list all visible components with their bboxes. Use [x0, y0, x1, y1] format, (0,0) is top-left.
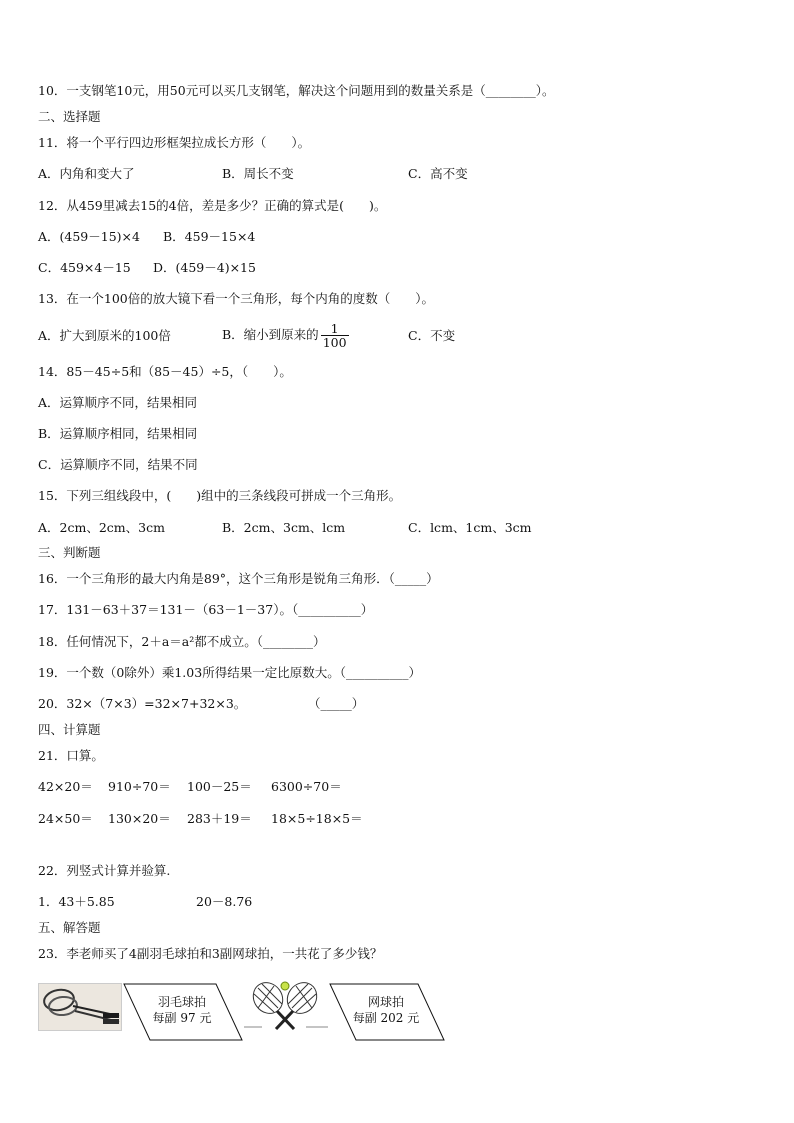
q12-option-d: D．(459－4)×15	[153, 260, 256, 275]
oral-calc-item: 910÷70＝	[108, 779, 171, 794]
fraction-denominator: 100	[322, 335, 347, 350]
q14-option-b: B．运算顺序相同，结果相同	[38, 426, 198, 441]
fraction-one-hundredth	[321, 322, 349, 349]
tennis-racket-image	[244, 980, 328, 1030]
q12-option-a: A．(459－15)×4	[38, 229, 140, 244]
section-heading-judge: 三、判断题	[38, 545, 101, 560]
question-20-blank: （_____）	[308, 696, 365, 711]
badminton-name: 羽毛球拍	[157, 995, 206, 1009]
section-heading-choice: 二、选择题	[38, 109, 101, 124]
q15-option-b: B．2cm、3cm、lcm	[222, 520, 346, 535]
question-14-stem: 14．85－45÷5和（85－45）÷5，（ ）。	[38, 364, 292, 379]
q11-option-a: A．内角和变大了	[38, 166, 135, 181]
oral-calc-item: 24×50＝	[38, 811, 93, 826]
q15-option-c: C．lcm、1cm、3cm	[408, 520, 532, 535]
badminton-price-tag	[120, 982, 244, 1042]
question-18: 18．任何情况下，2＋a＝a²都不成立。（________）	[38, 634, 326, 649]
oral-calc-item: 100－25＝	[187, 779, 252, 794]
q15-option-a: A．2cm、2cm、3cm	[38, 520, 165, 535]
badminton-price: 每副 97 元	[152, 1011, 212, 1025]
question-21-stem: 21．口算。	[38, 748, 104, 763]
tennis-price-tag	[326, 982, 446, 1042]
q11-option-b: B．周长不变	[222, 166, 294, 181]
question-16: 16．一个三角形的最大内角是89°，这个三角形是锐角三角形．（_____）	[38, 571, 439, 586]
question-23-stem: 23．李老师买了4副羽毛球拍和3副网球拍，一共花了多少钱？	[38, 946, 383, 961]
q22-problem-2: 20－8.76	[196, 894, 253, 909]
question-12-stem: 12．从459里减去15的4倍，差是多少？正确的算式是( )。	[38, 198, 387, 213]
q22-problem-1: 1．43＋5.85	[38, 894, 115, 909]
oral-calc-item: 6300÷70＝	[271, 779, 342, 794]
question-20: 20．32×（7×3）=32×7+32×3。	[38, 696, 247, 711]
oral-calc-item: 283＋19＝	[187, 811, 252, 826]
q12-option-c: C．459×4－15	[38, 260, 131, 275]
q12-option-b: B．459－15×4	[163, 229, 256, 244]
question-15-stem: 15．下列三组线段中，( )组中的三条线段可拼成一个三角形。	[38, 488, 402, 503]
question-17: 17．131－63＋37＝131－（63－1－37）。（__________）	[38, 602, 374, 617]
question-19: 19．一个数（0除外）乘1.03所得结果一定比原数大。（__________）	[38, 665, 421, 680]
tennis-price: 每副 202 元	[352, 1011, 420, 1025]
q13-option-a: A．扩大到原米的100倍	[38, 328, 171, 343]
oral-calc-item: 42×20＝	[38, 779, 93, 794]
fraction-numerator: 1	[321, 322, 349, 336]
tennis-racket-icon	[244, 980, 328, 1030]
question-10: 10．一支钢笔10元，用50元可以买几支钢笔，解决这个问题用到的数量关系是（________）。	[38, 83, 555, 98]
tennis-name: 网球拍	[367, 995, 404, 1009]
q14-option-a: A．运算顺序不同，结果相同	[38, 395, 198, 410]
q11-option-c: C．高不变	[408, 166, 468, 181]
q13-option-b	[222, 320, 349, 350]
q14-option-c: C．运算顺序不同，结果不同	[38, 457, 198, 472]
question-13-stem: 13．在一个100倍的放大镜下看一个三角形，每个内角的度数（ ）。	[38, 291, 435, 306]
badminton-racket-image	[38, 983, 122, 1031]
badminton-racket-icon	[39, 984, 121, 1030]
question-22-stem: 22．列竖式计算并验算.	[38, 863, 171, 878]
oral-calc-item: 18×5÷18×5＝	[271, 811, 363, 826]
section-heading-solve: 五、解答题	[38, 920, 101, 935]
question-11-stem: 11．将一个平行四边形框架拉成长方形（ ）。	[38, 135, 311, 150]
section-heading-calc: 四、计算题	[38, 722, 101, 737]
oral-calc-item: 130×20＝	[108, 811, 171, 826]
q13-option-b-text: B．缩小到原来的	[222, 327, 319, 342]
q13-option-c: C．不变	[408, 328, 456, 343]
